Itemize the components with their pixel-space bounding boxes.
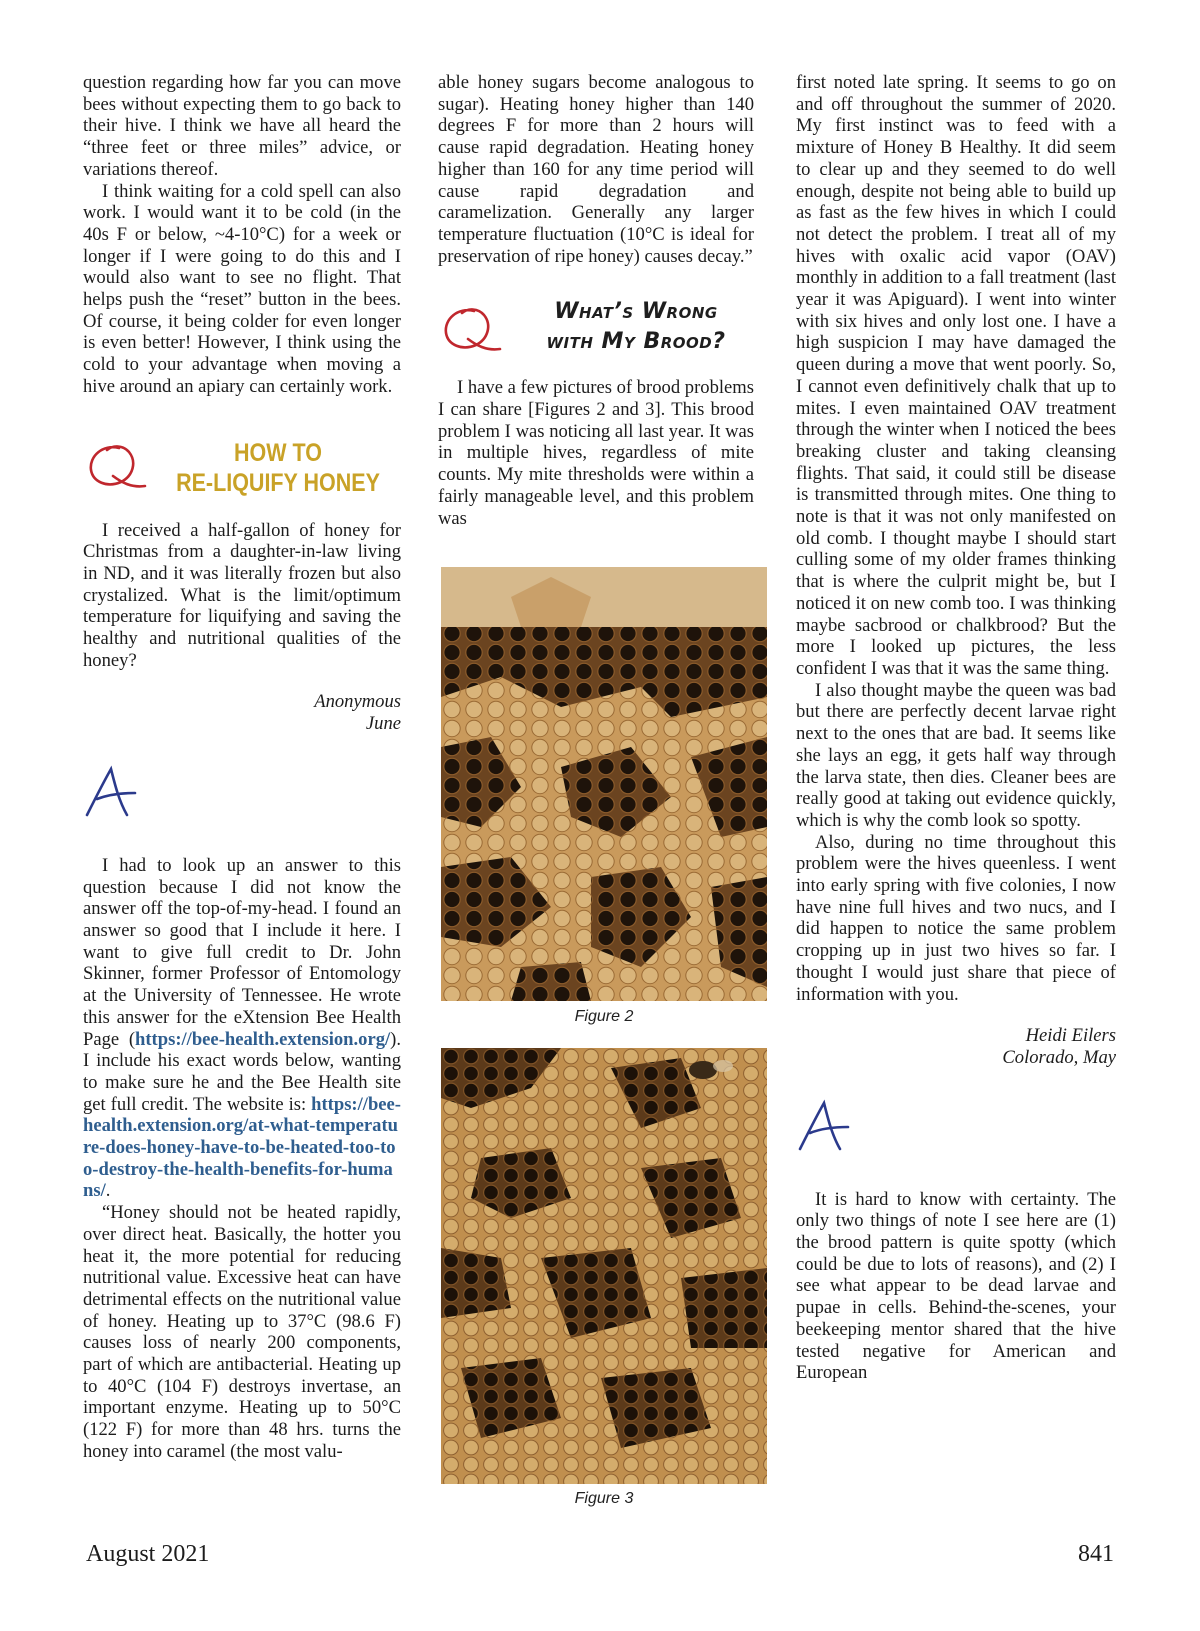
answer-paragraph: It is hard to know with certainty. The only two things of note I see here are (1) the brood pattern is quite spotty (which could be due to lots of reasons), and (2) I see what appear to be dead larvae and pupae in cells. Behind-the-scenes, your beekeeping mentor shared that the hive tested negative for American and European: [796, 1188, 1116, 1384]
answer-paragraph: I had to look up an answer to this question because I did not know the answer off the top-of-my-head. I found an answer so good that I include it here. I want to give full credit to Dr. John Skinner, former Professor of Entomology at the University of Tennessee. He wrote this answer for the eXtension Bee Health Page (https://bee-health.extension.org/). I include his exact words below, wanting to make sure he and the Bee Health site get full credit. The website is: https://bee-health.extension.org/at-what-temperature-does-honey-have-to-be-heated-too-too-destroy-the-health-benefits-for-humans/.: [83, 854, 401, 1202]
honeycomb-image: [441, 1048, 767, 1484]
body-paragraph: question regarding how far you can move bees without expecting them to go back to their hive. I think we have all heard the “three feet or three miles” advice, or variations thereof.: [83, 72, 401, 180]
q-letter-icon: [438, 299, 504, 359]
column-1: [83, 72, 401, 1463]
signature: Heidi Eilers Colorado, May: [1002, 1025, 1116, 1068]
question-title: HOW TO RE-LIQUIFY HONEY: [176, 438, 380, 497]
q-letter-icon: [83, 436, 149, 496]
body-paragraph: I think waiting for a cold spell can also work. I would want it to be cold (in the 40s F or below, ~4-10°C) for a week or longer if I were going to do this and I would also want to see no flight. That helps push the “reset” button in the bees. Of course, it being colder for even longer is even better! However, I think using the cold to your advantage when moving a hive around an apiary can certainly work.: [83, 180, 401, 397]
question-title: What’s Wrong with My Brood?: [546, 299, 726, 355]
page-number: 841: [1078, 1541, 1114, 1567]
honeycomb-image: [441, 567, 767, 1001]
body-paragraph: Also, during no time throughout this problem were the hives queenless. I went into early spring with five colonies, I now have nine full hives and two nucs, and I did happen to notice the same problem cropping up in just two hives so far. I thought I would just share that piece of information with you.: [796, 831, 1116, 1005]
figure-3-caption: Figure 3: [574, 1490, 634, 1507]
question-text: I received a half-gallon of honey for Christmas from a daughter-in-law living in ND, and it was literally frozen but also crystalized. What is the limit/optimum temperature for liquifying and saving the healthy and nutritional qualities of the honey?: [83, 519, 401, 671]
a-letter-icon: [796, 1097, 856, 1157]
figure-2-caption: Figure 2: [574, 1008, 634, 1025]
question-heading: [83, 428, 401, 520]
article-link[interactable]: https://bee-health.extension.org/at-what-temperature-does-honey-have-to-be-heated-too-too-destroy-the-health-benefits-for-humans/: [83, 1093, 401, 1202]
answer-heading: [83, 759, 401, 855]
question-heading: [438, 291, 754, 377]
figure-3-photo: [441, 1048, 767, 1484]
answer-heading: [796, 1093, 1116, 1189]
signature: Anonymous June: [314, 691, 401, 735]
issue-date: August 2021: [86, 1541, 210, 1567]
column-2: [438, 72, 754, 529]
answer-paragraph: “Honey should not be heated rapidly, over direct heat. Basically, the hotter you heat it, the more potential for reducing nutritional value. Excessive heat can have detrimental effects on the nutritional value of honey. Heating up to 37°C (98.6 F) causes loss of nearly 200 components, part of which are antibacterial. Heating up to 40°C (104 F) destroys invertase, an important enzyme. Heating up to 50°C (122 F) for more than 48 hrs. turns the honey into caramel (the most valu-: [83, 1202, 401, 1462]
body-paragraph: first noted late spring. It seems to go on and off throughout the summer of 2020. My first instinct was to feed with a mixture of Honey B Healthy. It did seem to clear up and they seemed to do well enough, despite not being able to build up as fast as the few hives in which I could not detect the problem. I treat all of my hives with oxalic acid vapor (OAV) monthly in addition to a fall treatment (last year it was Apiguard). I went into winter with six hives and only lost one. I have a high suspicion I may have damaged the queen during a move that went poorly. So, I cannot even definitively chalk that up to mites. I even maintained OAV treatment through the winter when I noticed the bees breaking cluster and taking cleansing flights. That said, it could still be disease is transmitted through mites. One thing to note is that it was not only manifested on old comb. I thought maybe I should start culling some of my older frames thinking that is where the culprit might be, but I noticed it on new comb too. I was thinking maybe sacbrood or chalkbrood? But the more I looked up pictures, the less confident I was that it was the same thing.: [796, 72, 1116, 679]
bee-health-link[interactable]: https://bee-health.extension.org/: [135, 1028, 391, 1050]
figure-2-photo: [441, 567, 767, 1001]
a-letter-icon: [83, 763, 143, 823]
body-paragraph: able honey sugars become analogous to sugar). Heating honey higher than 140 degrees F for more than 2 hours will cause rapid degradation. Heating honey higher than 160 for any time period will cause rapid degradation and caramelization. Generally any larger temperature fluctuation (10°C is ideal for preservation of ripe honey) causes decay.”: [438, 72, 754, 267]
question-text: I have a few pictures of brood problems I can share [Figures 2 and 3]. This brood problem I was noticing all last year. It was in multiple hives, regardless of mite counts. My mite thresholds were within a fairly manageable level, and this problem was: [438, 377, 754, 529]
body-paragraph: I also thought maybe the queen was bad but there are perfectly decent larvae right next to the ones that are bad. It seems like she lays an egg, it gets half way through the larva state, then dies. Cleaner bees are really good at taking out evidence quickly, which is why the comb look so spotty.: [796, 679, 1116, 831]
column-3: [796, 72, 1116, 1384]
